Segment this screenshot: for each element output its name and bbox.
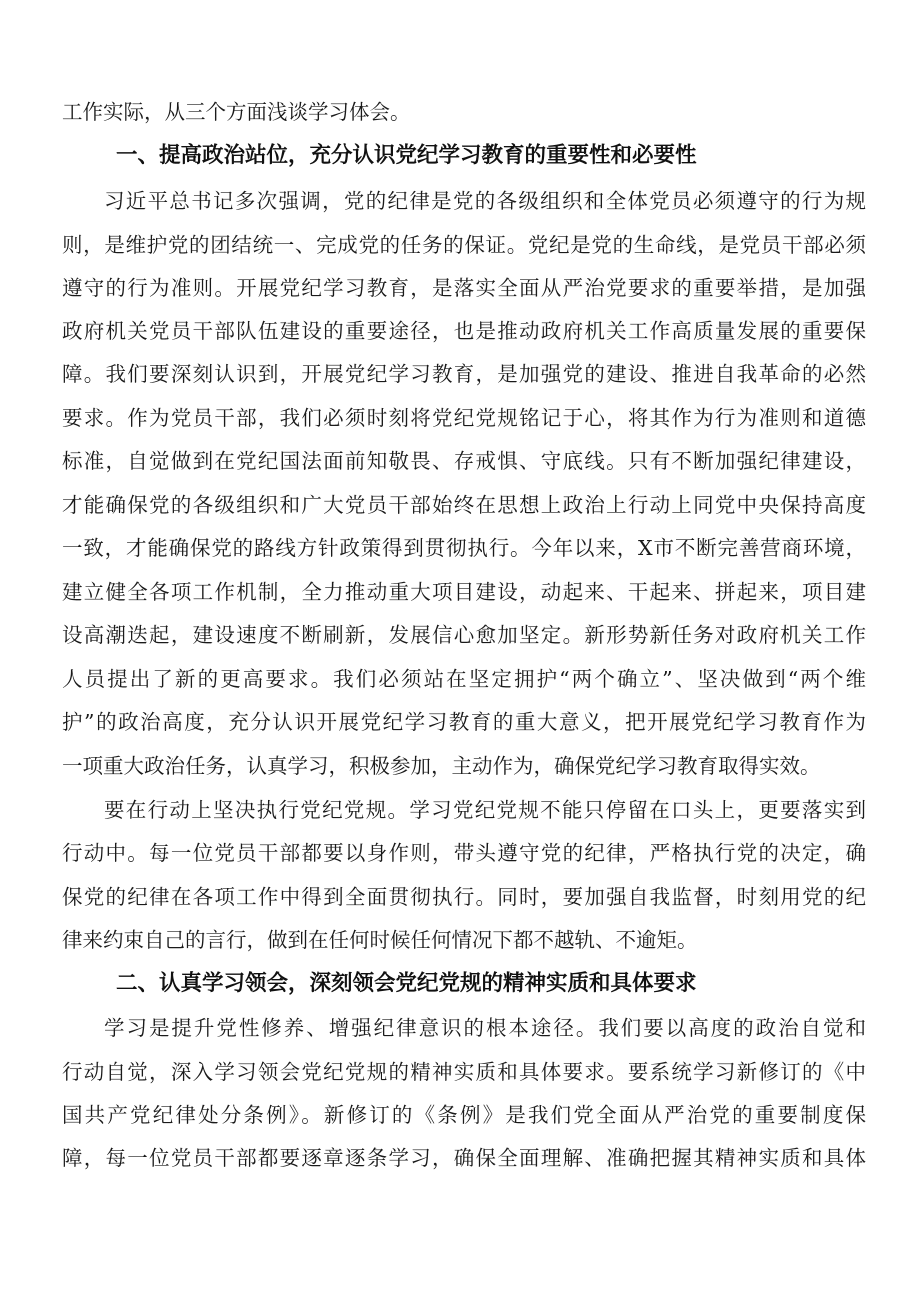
text-line-19: 保党的纪律在各项工作中得到全面贯彻执行。同时，要加强自我监督，时刻用党的纪 xyxy=(62,885,866,909)
text-line-22: 学习是提升党性修养、增强纪律意识的根本途径。我们要以高度的政治自觉和 xyxy=(104,1016,866,1040)
text-line-6: 政府机关党员干部队伍建设的重要途径，也是推动政府机关工作高质量发展的重要保 xyxy=(62,319,866,343)
text-line-23: 行动自觉，深入学习领会党纪党规的精神实质和具体要求。要系统学习新修订的《中 xyxy=(62,1060,866,1084)
section-heading-1: 一、提高政治站位，充分认识党纪学习教育的重要性和必要性 xyxy=(116,143,697,168)
text-line-20: 律来约束自己的言行，做到在任何时候任何情况下都不越轨、不逾矩。 xyxy=(62,928,698,952)
text-line-14: 人员提出了新的更高要求。我们必须站在坚定拥护“两个确立”、坚决做到“两个维 xyxy=(62,667,866,691)
text-line-9: 标准，自觉做到在党纪国法面前知敬畏、存戒惧、守底线。只有不断加强纪律建设， xyxy=(62,449,866,473)
text-line-24: 国共产党纪律处分条例》。新修订的《条例》是我们党全面从严治党的重要制度保 xyxy=(62,1103,866,1127)
text-line-10: 才能确保党的各级组织和广大党员干部始终在思想上政治上行动上同党中央保持高度 xyxy=(62,493,866,517)
text-line-18: 行动中。每一位党员干部都要以身作则，带头遵守党的纪律，严格执行党的决定，确 xyxy=(62,841,866,865)
text-line-12: 建立健全各项工作机制，全力推动重大项目建设，动起来、干起来、拼起来，项目建 xyxy=(62,580,866,604)
text-line-7: 障。我们要深刻认识到，开展党纪学习教育，是加强党的建设、推进自我革命的必然 xyxy=(62,362,866,386)
text-line-11: 一致，才能确保党的路线方针政策得到贯彻执行。今年以来，X市不断完善营商环境， xyxy=(62,536,866,560)
text-line-3: 习近平总书记多次强调，党的纪律是党的各级组织和全体党员必须遵守的行为规 xyxy=(104,189,866,213)
text-line-25: 障，每一位党员干部都要逐章逐条学习，确保全面理解、准确把握其精神实质和具体 xyxy=(62,1146,866,1170)
text-line-8: 要求。作为党员干部，我们必须时刻将党纪党规铭记于心，将其作为行为准则和道德 xyxy=(62,406,866,430)
text-line-13: 设高潮迭起，建设速度不断刷新，发展信心愈加坚定。新形势新任务对政府机关工作 xyxy=(62,623,866,647)
text-line-1: 工作实际，从三个方面浅谈学习体会。 xyxy=(62,100,411,124)
text-line-15: 护”的政治高度，充分认识开展党纪学习教育的重大意义，把开展党纪学习教育作为 xyxy=(62,710,866,734)
text-line-4: 则，是维护党的团结统一、完成党的任务的保证。党纪是党的生命线，是党员干部必须 xyxy=(62,233,866,257)
section-heading-2: 二、认真学习领会，深刻领会党纪党规的精神实质和具体要求 xyxy=(116,971,697,996)
text-line-17: 要在行动上坚决执行党纪党规。学习党纪党规不能只停留在口头上，更要落实到 xyxy=(104,798,866,822)
text-line-16: 一项重大政治任务，认真学习，积极参加，主动作为，确保党纪学习教育取得实效。 xyxy=(62,754,821,778)
text-line-5: 遵守的行为准则。开展党纪学习教育，是落实全面从严治党要求的重要举措，是加强 xyxy=(62,276,866,300)
